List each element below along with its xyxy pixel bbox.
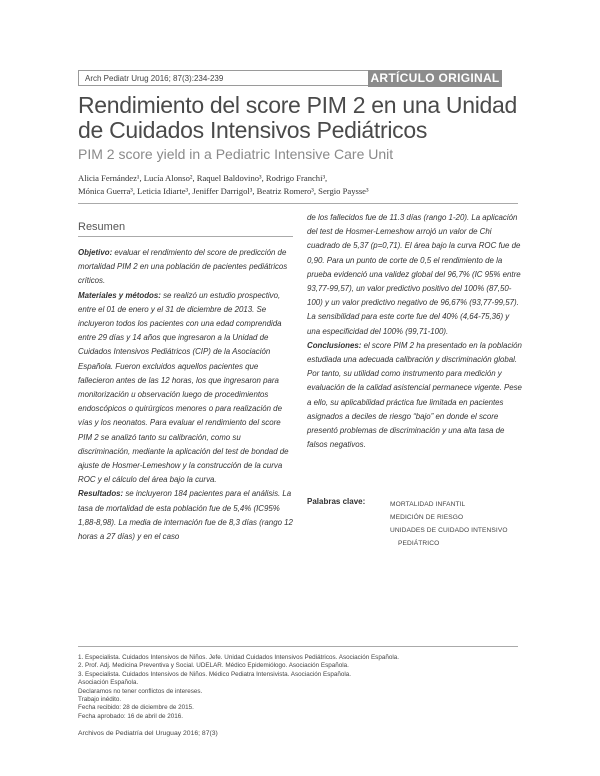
conclusiones-text: el score PIM 2 ha presentado en la población estudiada una adecuada calibración y discriminación global. Por tanto, su utilidad como instrumento para medición y evaluación de la calidad asistencial permanece vigente. Pese a ello, su aplicabilidad práctica fue limitada en pacientes asignados a deciles de riesgo “bajo” en donde el score presentó problemas de discriminación y una alta tasa de falsos negativos. [307,340,522,450]
author-line: Alicia Fernández¹, Lucía Alonso², Raquel Baldovino³, Rodrigo Franchi³, [78,173,328,183]
abstract-conclusiones [307,339,522,453]
footnotes [78,654,518,721]
conclusiones-label: Conclusiones: [307,340,362,350]
keywords-list [390,498,520,550]
footnote-item: Trabajo inédito. [78,696,122,704]
abstract-column-right [307,211,522,452]
abstract-metodos [78,289,293,488]
footnote-item: Fecha aprobado: 16 de abril de 2016. [78,712,184,720]
objetivo-label: Objetivo: [78,248,113,257]
author-list [78,172,518,198]
page-footer: Archivos de Pediatría del Uruguay 2016; 87(3) [78,730,218,737]
article-title: Rendimiento del score PIM 2 en una Unidad de Cuidados Intensivos Pediátricos [78,92,518,143]
footnote-item: 3. Especialista. Cuidados Intensivos de Niños. Médico Pediatra Intensivista. Asociación Española. [78,670,352,678]
footnote-item: 1. Especialista. Cuidados Intensivos de Niños. Jefe. Unidad Cuidados Intensivos Pediátricos. Asociación Española. [78,654,399,661]
header-divider [78,203,518,204]
abstract-resultados [78,487,293,544]
footnote-item: Fecha recibido: 28 de diciembre de 2015. [78,704,194,712]
metodos-text: se realizó un estudio prospectivo, entre el 01 de enero y el 31 de diciembre de 2013. Se incluyeron todos los pacientes con una edad comprendida entre 29 días y 14 años que ingresaron a la Unidad de Cuidados Intensivos Pediátricos (CIP) de la Asociación Española. Fueron excluidos aquellos pacientes que fallecieron antes de las 12 horas, los que ingresaron para monitorización u observación luego de procedimientos endoscópicos o quirúrgicos menores o para realización de vías y los neonatos. Para evaluar el rendimiento del score PIM 2 se analizó tanto su calibración, como su discriminación, mediante la aplicación del test de bondad de ajuste de Hosmer-Lemeshow y la construcción de la curva ROC y el cálculo del área bajo la curva. [78,290,289,485]
article-type-badge: ARTÍCULO ORIGINAL [368,70,502,87]
footnote-item: Asociación Española. [78,679,139,687]
resultados-text: se incluyeron 184 pacientes para el análisis. La tasa de mortalidad de esta población fue de 5,4% (IC95% 1,88-8,98). La media de internación fue de 8,3 días (rango 12 horas a 27 días) y en el caso [78,489,293,542]
footnote-item: 2. Prof. Adj. Medicina Preventiva y Social. UDELAR. Médico Epidemiólogo. Asociación Española. [78,662,349,670]
keyword-item: MORTALIDAD INFANTIL [390,501,466,508]
journal-reference: Arch Pediatr Urug 2016; 87(3):234-239 [78,70,368,86]
footnote-divider [78,646,518,647]
keyword-item: MEDICIÓN DE RIESGO [390,514,464,521]
abstract-column-left [78,246,293,544]
abstract-objetivo [78,246,293,289]
author-line: Mónica Guerra³, Leticia Idiarte³, Jeniffer Darrigol³, Beatriz Romero³, Sergio Paysse³ [78,186,369,196]
metodos-label: Materiales y métodos: [78,290,161,300]
footnote-item: Declaramos no tener conflictos de intereses. [78,687,203,695]
resultados-label: Resultados: [78,489,124,499]
abstract-divider [78,236,293,237]
keyword-item: PEDIÁTRICO [398,540,440,547]
abstract-resultados-continued: de los fallecidos fue de 11.3 días (rango 1-20). La aplicación del test de Hosmer-Lemeshow arrojó un valor de Chi cuadrado de 5,37 (p=0,71). El área bajo la curva ROC fue de 0,90. Para un punto de corte de 0,5 el rendimiento de la prueba evidenció una validez global del 96,7% (IC 95% entre 93,77-99,57), un valor predictivo positivo del 100% (87,50-100) y un valor predictivo negativo de 96,67% (93,77-99,57). La sensibilidad para este corte fue del 40% (4,64-75,36) y una especificidad del 100% (99,71-100). [307,213,521,336]
objetivo-text: evaluar el rendimiento del score de predicción de mortalidad PIM 2 en una población de pacientes pediátricos críticos. [78,248,288,286]
keywords-label: Palabras clave: [307,497,366,506]
abstract-heading: Resumen [78,221,126,233]
keyword-item: UNIDADES DE CUIDADO INTENSIVO [390,527,508,534]
article-title-english: PIM 2 score yield in a Pediatric Intensive Care Unit [78,146,394,162]
